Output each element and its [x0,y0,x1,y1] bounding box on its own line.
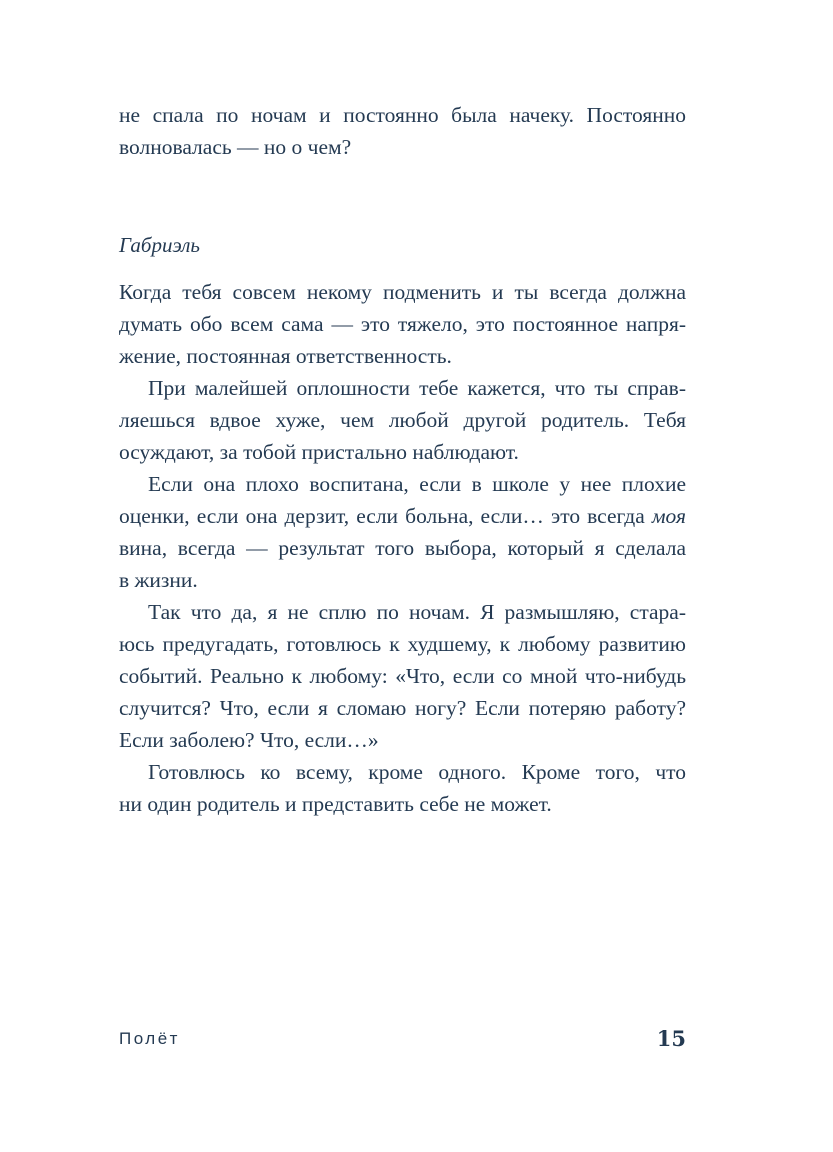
text-segment: оценки, если она дерзит, если больна, если… это всегда [119,504,645,528]
text-line: Если заболею? Что, если…» [119,728,379,752]
text-line: вина, всегда — результат того выбора, который я сделала [119,536,686,560]
text-line: жение, постоянная ответственность. [119,344,452,368]
text-line: ни один родитель и представить себе не может. [119,792,552,816]
text-line: случится? Что, если я сломаю ногу? Если потеряю работу? [119,696,686,720]
text-line: Готовлюсь ко всему, кроме одного. Кроме того, что [148,760,686,784]
text-line: При малейшей оплошности тебе кажется, что ты справ- [148,376,686,400]
text-line: Если она плохо воспитана, если в школе у нее плохие [148,472,686,496]
speaker-name: Габриэль [119,233,200,257]
text-line: осуждают, за тобой пристально наблюдают. [119,440,519,464]
text-line: юсь предугадать, готовлюсь к худшему, к любому развитию [119,632,686,656]
text-line: Когда тебя совсем некому подменить и ты всегда должна [119,280,686,304]
emphasis-text: моя [651,504,687,528]
text-line: в жизни. [119,568,198,592]
text-line: не спала по ночам и постоянно была начеку. Постоянно [119,103,686,127]
text-line: ляешься вдвое хуже, чем любой другой родитель. Тебя [119,408,686,432]
text-line [119,500,686,532]
text-line: думать обо всем сама — это тяжело, это постоянное напря- [119,312,686,336]
running-footer-title: Полёт [119,1029,180,1048]
text-line: событий. Реально к любому: «Что, если со мной что-нибудь [119,664,686,688]
text-line: Так что да, я не сплю по ночам. Я размышляю, стара- [148,600,686,624]
page-number: 15 [656,1026,686,1051]
text-line: волновалась — но о чем? [119,135,352,159]
